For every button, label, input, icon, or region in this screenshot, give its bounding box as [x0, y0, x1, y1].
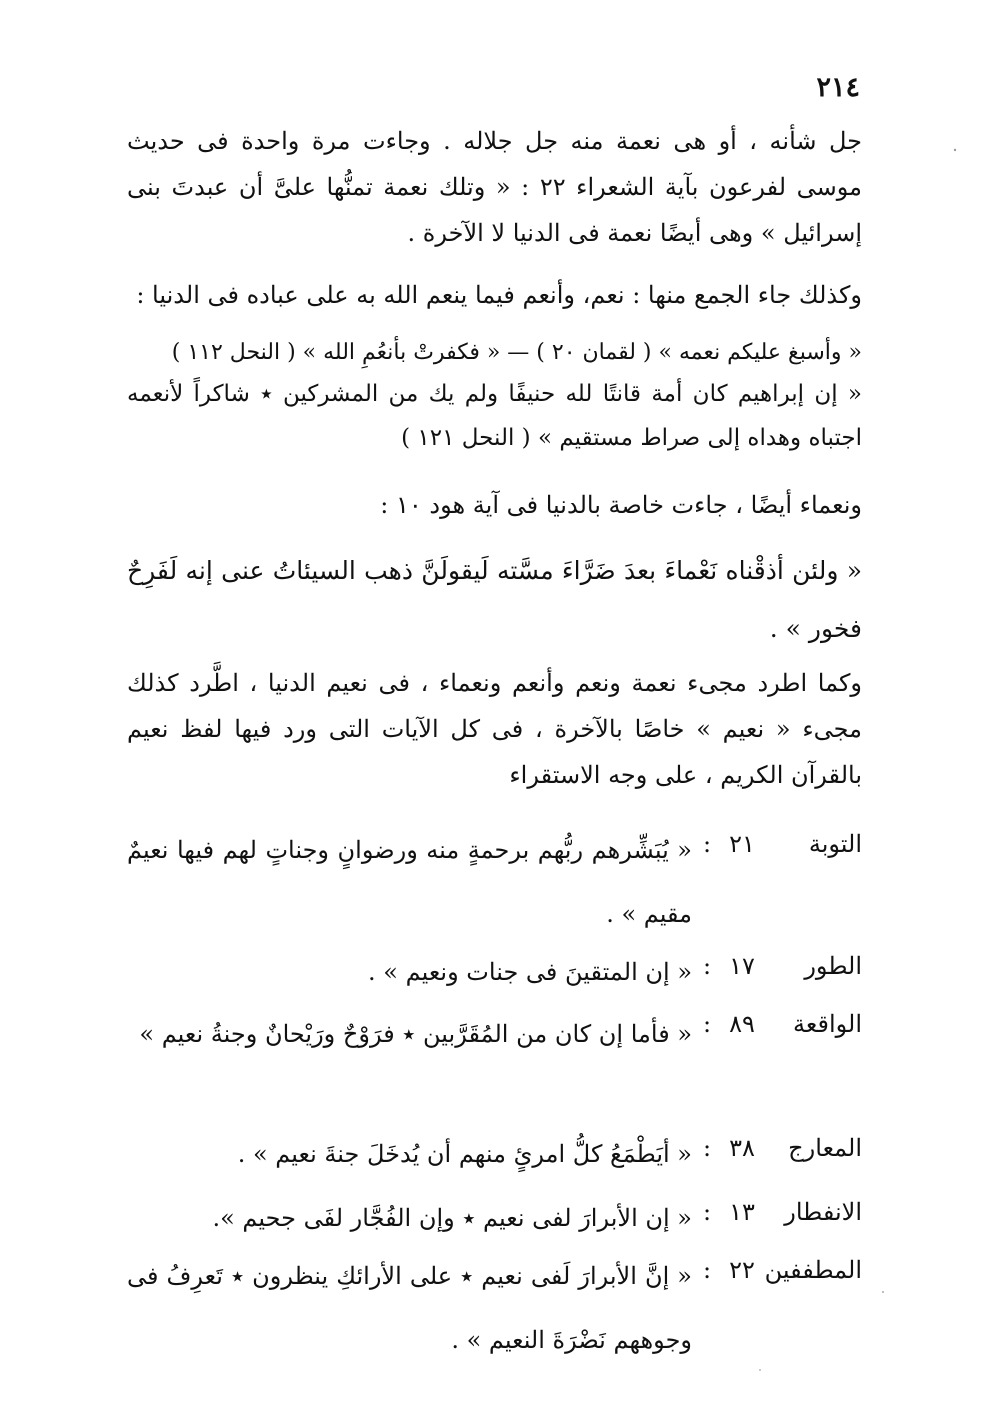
sura-name: المعارج: [788, 1134, 862, 1162]
verse-number: ١٧: [729, 952, 755, 980]
verse-text: « يُبَشِّرهم ربُّهم برحمةٍ منه ورضوانٍ وجناتٍ لهم فيها نعيمٌ مقيم » .: [127, 836, 692, 928]
paragraph-3: ونعماء أيضًا ، جاءت خاصة بالدنيا فى آية هود ١٠ :: [380, 491, 862, 519]
quote-luqman-nahl: « وأسبغ عليكم نعمه » ( لقمان ٢٠ ) — « فكفرتْ بأنعُمِ الله » ( النحل ١١٢ ): [171, 340, 862, 365]
sura-name: الانفطار: [784, 1198, 862, 1226]
paragraph-1: جل شأنه ، أو هى نعمة منه جل جلاله . وجاءت مرة واحدة فى حديث موسى لفرعون بآية الشعراء ٢٢ : « وتلك نعمة تمنُّها علىَّ أن عبدتَ بنى إسرائيل » وهى أيضًا نعمة فى الدنيا لا الآخرة .: [127, 127, 863, 247]
page-number: ٢١٤: [816, 72, 860, 103]
scan-speck: [954, 149, 956, 151]
verse-number: ٨٩: [729, 1010, 755, 1038]
separator-colon: :: [702, 830, 712, 858]
verse-text: « أيَطْمَعُ كلُّ امرئٍ منهم أن يُدخَلَ جنةَ نعيم » .: [237, 1140, 692, 1168]
verse-text: « إنَّ الأبرارَ لَفى نعيم ٭ على الأرائكِ ينظرون ٭ تَعرِفُ فى وجوههم نَضْرَةَ النعيم » .: [127, 1262, 692, 1354]
scan-speck: [882, 1291, 884, 1293]
verse-text: « إن المتقينَ فى جنات ونعيم » .: [368, 958, 692, 986]
verse-number: ٣٨: [729, 1134, 755, 1162]
separator-colon: :: [702, 1010, 712, 1038]
sura-name: التوبة: [808, 830, 862, 858]
separator-colon: :: [702, 952, 712, 980]
verse-number: ٢١: [729, 830, 755, 858]
sura-name: الواقعة: [793, 1010, 862, 1038]
verse-text: « فأما إن كان من المُقَرَّبين ٭ فرَوْحٌ ورَيْحانٌ وجنةُ نعيم »: [139, 1020, 692, 1048]
separator-colon: :: [702, 1134, 712, 1162]
sura-name: المطففين: [764, 1256, 862, 1284]
verse-number: ١٣: [729, 1198, 755, 1226]
quote-ibrahim: « إن إبراهيم كان أمة قانتًا لله حنيفًا ولم يك من المشركين ٭ شاكراً لأنعمه اجتباه وهداه إلى صراط مستقيم » ( النحل ١٢١ ): [127, 381, 862, 451]
paragraph-4: وكما اطرد مجىء نعمة ونعم وأنعم ونعماء ، فى نعيم الدنيا ، اطَّرد كذلك مجىء « نعيم » خاصًا بالآخرة ، فى كل الآيات التى ورد فيها لفظ نعيم بالقرآن الكريم ، على وجه الاستقراء: [127, 669, 862, 789]
verse-text: « إن الأبرارَ لفى نعيم ٭ وإن الفُجَّار لفَى جحيم ».: [212, 1204, 692, 1232]
separator-colon: :: [702, 1256, 712, 1284]
verse-number: ٢٢: [729, 1256, 755, 1284]
scan-speck: [759, 1369, 761, 1371]
paragraph-2: وكذلك جاء الجمع منها : نعم، وأنعم فيما ينعم الله به على عباده فى الدنيا :: [136, 281, 862, 309]
quote-hud: « ولئن أذقْناه نَعْماءَ بعدَ ضَرَّاءَ مسَّته لَيقولَنَّ ذهب السيئاتُ عنى إنه لَفَرِحٌ فخور » .: [127, 556, 862, 643]
sura-name: الطور: [804, 952, 862, 980]
separator-colon: :: [702, 1198, 712, 1226]
